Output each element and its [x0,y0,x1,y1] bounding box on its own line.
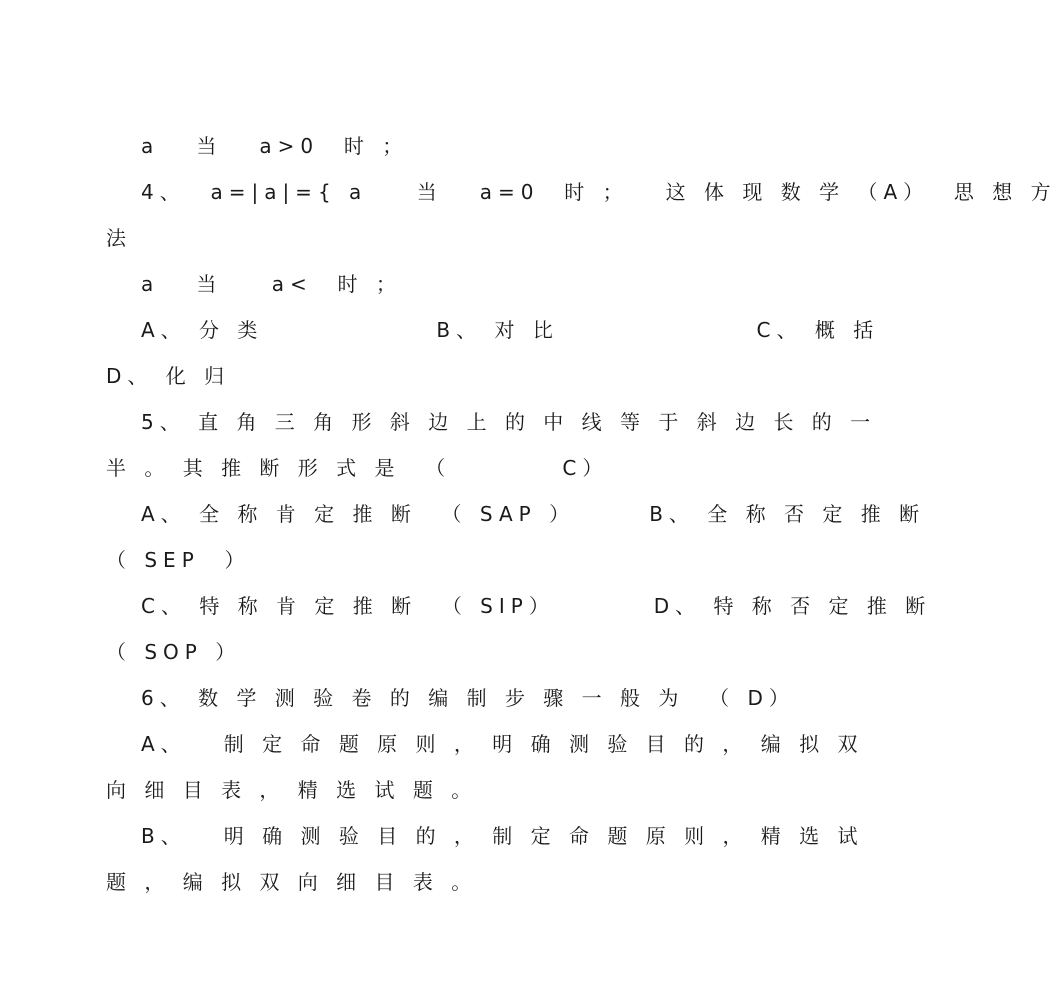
text-line-abs-negative: a 当 a< 时 ； [141,272,402,296]
question-5-options-cd: C、 特 称 肯 定 推 断 （ SIP） D、 特 称 否 定 推 断 [141,594,932,618]
question-5-option-d-continued: （ SOP ） [106,640,242,664]
question-5-stem-continued: 半 。 其 推 断 形 式 是 （ C） [106,456,609,480]
question-6-stem: 6、 数 学 测 验 卷 的 编 制 步 骤 一 般 为 （ D） [141,686,795,710]
question-5-stem: 5、 直 角 三 角 形 斜 边 上 的 中 线 等 于 斜 边 长 的 一 [141,410,877,434]
question-4-stem: 4、 a=|a|={ a 当 a=0 时 ； 这 体 现 数 学 （A） 思 想 方 [141,180,1057,204]
text-line-abs-positive: a 当 a>0 时 ； [141,134,409,158]
question-4-options-abc: A、 分 类 B、 对 比 C、 概 括 [141,318,880,342]
question-5-options-ab: A、 全 称 肯 定 推 断 （ SAP ） B、 全 称 否 定 推 断 [141,502,926,526]
question-4-stem-continued: 法 [106,226,132,250]
question-6-option-b: B、 明 确 测 验 目 的 ， 制 定 命 题 原 则 ， 精 选 试 [141,824,864,848]
question-5-option-b-continued: （ SEP ） [106,548,251,572]
question-4-option-d: D、 化 归 [106,364,231,388]
question-6-option-a-continued: 向 细 目 表 ， 精 选 试 题 。 [106,778,478,802]
question-6-option-a: A、 制 定 命 题 原 则 ， 明 确 测 验 目 的 ， 编 拟 双 [141,732,864,756]
question-6-option-b-continued: 题 ， 编 拟 双 向 细 目 表 。 [106,870,478,894]
